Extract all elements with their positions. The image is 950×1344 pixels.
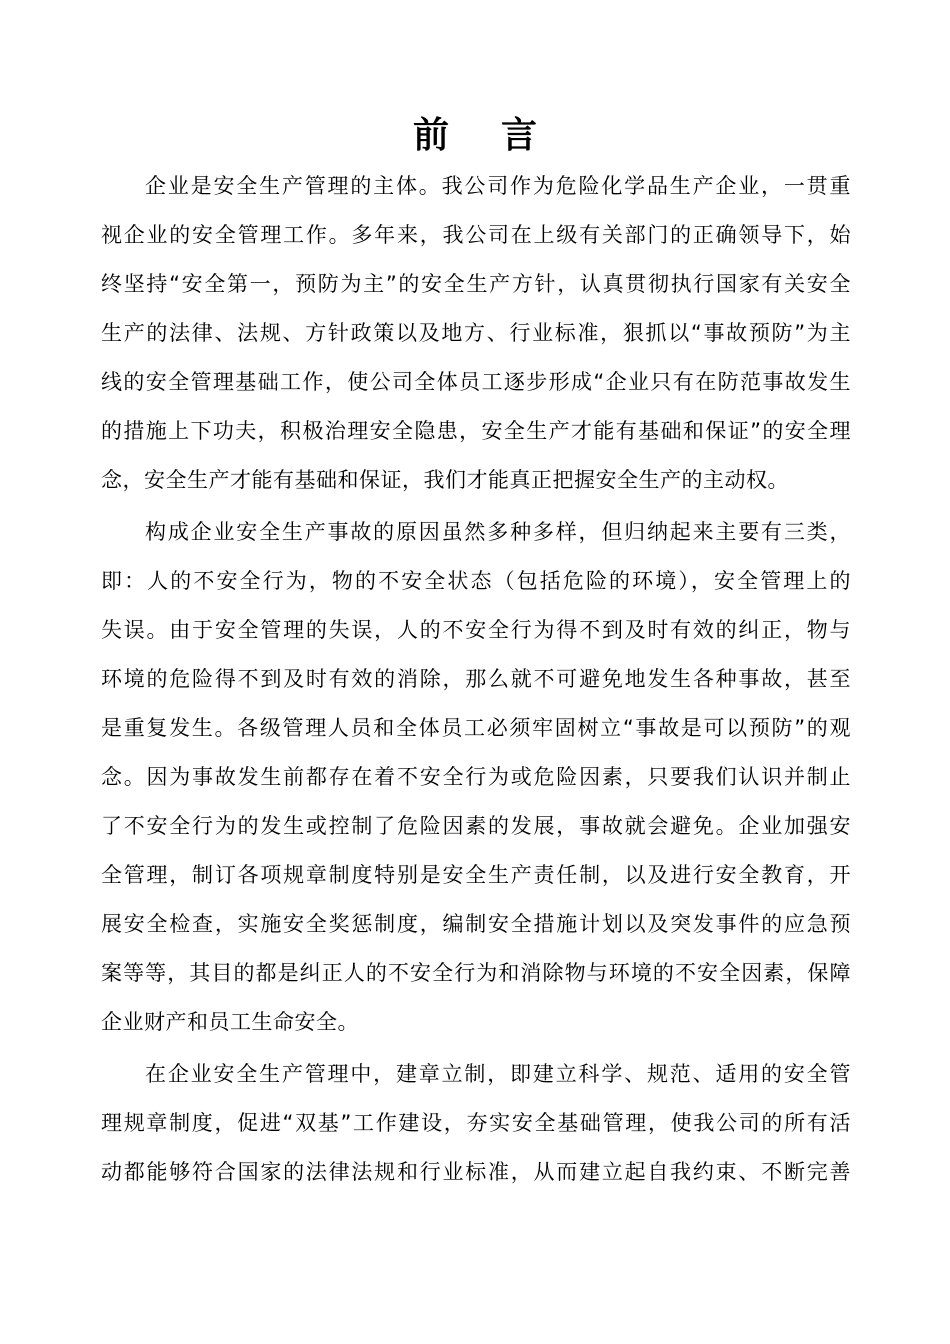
paragraph-2 [101,508,851,1047]
text-line: 环境的危险得不到及时有效的消除，那么就不可避免地发生各种事故，甚至 [101,667,851,691]
text-line: 失误。由于安全管理的失误，人的不安全行为得不到及时有效的纠正，物与 [101,618,851,642]
text-line: 动都能够符合国家的法律法规和行业标准，从而建立起自我约束、不断完善 [101,1160,851,1184]
text-line: 终坚持“安全第一，预防为主”的安全生产方针，认真贯彻执行国家有关安全 [101,272,851,296]
text-line: 线的安全管理基础工作，使公司全体员工逐步形成“企业只有在防范事故发生 [101,370,851,394]
text-line: 企业财产和员工生命安全。 [101,1010,359,1034]
text-line: 全管理，制订各项规章制度特别是安全生产责任制，以及进行安全教育，开 [101,863,851,887]
text-line: 案等等，其目的都是纠正人的不安全行为和消除物与环境的不安全因素，保障 [101,961,851,985]
page-title [0,110,950,162]
text-line: 展安全检查，实施安全奖惩制度，编制安全措施计划以及突发事件的应急预 [101,912,851,936]
text-line: 视企业的安全管理工作。多年来，我公司在上级有关部门的正确领导下，始 [101,223,851,247]
title-char: 言 [501,115,538,156]
text-line: 的措施上下功夫，积极治理安全隐患，安全生产才能有基础和保证”的安全理 [101,419,851,443]
title-char: 前 [412,115,449,156]
text-line: 是重复发生。各级管理人员和全体员工必须牢固树立“事故是可以预防”的观 [101,716,851,740]
body-text [101,162,851,1200]
paragraph-3 [101,1050,851,1197]
text-line: 在企业安全生产管理中，建章立制，即建立科学、规范、适用的安全管 [145,1062,851,1086]
text-line: 了不安全行为的发生或控制了危险因素的发展，事故就会避免。企业加强安 [101,814,851,838]
text-line: 念。因为事故发生前都存在着不安全行为或危险因素，只要我们认识并制止 [101,765,851,789]
text-line: 企业是安全生产管理的主体。我公司作为危险化学品生产企业，一贯重 [145,174,851,198]
text-line: 构成企业安全生产事故的原因虽然多种多样，但归纳起来主要有三类， [145,520,851,544]
text-line: 即：人的不安全行为，物的不安全状态（包括危险的环境），安全管理上的 [101,569,851,593]
text-line: 生产的法律、法规、方针政策以及地方、行业标准，狠抓以“事故预防”为主 [101,321,851,345]
text-line: 理规章制度，促进“双基”工作建设，夯实安全基础管理，使我公司的所有活 [101,1111,851,1135]
text-line: 念，安全生产才能有基础和保证，我们才能真正把握安全生产的主动权。 [101,468,789,492]
paragraph-1 [101,162,851,505]
